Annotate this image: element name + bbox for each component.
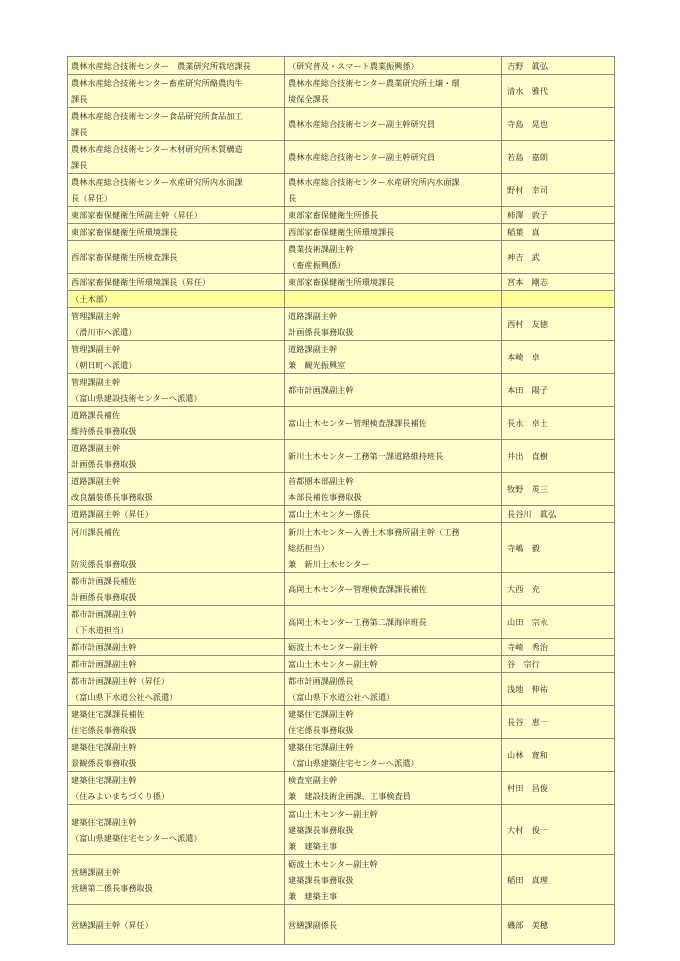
old-post-cell: 農林水産総合技術センター副主幹研究員 [285, 108, 502, 141]
person-name-cell: 村田 昌俊 [502, 772, 615, 805]
person-name-cell: 宮本 剛志 [502, 274, 615, 291]
new-post-cell: 都市計画課副主幹（昇任） （富山県下水道公社へ派遣） [68, 673, 285, 706]
old-post-cell: 農業技術課副主幹 （畜産振興係） [285, 241, 502, 274]
table-row [68, 224, 615, 241]
person-name-cell: 若島 嘉朗 [502, 141, 615, 174]
table-row [68, 739, 615, 772]
new-post-cell: 建築住宅課副主幹 （住みよいまちづくり係） [68, 772, 285, 805]
table-row [68, 374, 615, 407]
person-name-cell: 稲田 真理 [502, 855, 615, 905]
new-post-cell: 建築住宅課副主幹 景観係長事務取扱 [68, 739, 285, 772]
old-post-cell: 新川土木センター入善土木事務所副主幹（工務 総括担当） 兼 新川土木センター [285, 523, 502, 573]
old-post-cell: 首都圏本部副主幹 本部長補佐事務取扱 [285, 473, 502, 506]
new-post-cell: （土木部） [68, 291, 285, 308]
person-name-cell: 長永 卓士 [502, 407, 615, 440]
new-post-cell: 都市計画課副主幹 [68, 656, 285, 673]
person-name-cell [502, 291, 615, 308]
old-post-cell: 都市計画課副主幹 [285, 374, 502, 407]
table-row [68, 57, 615, 75]
old-post-cell: 砺波土木センター副主幹 [285, 639, 502, 656]
new-post-cell: 道路課副主幹（昇任） [68, 506, 285, 523]
old-post-cell: 農林水産総合技術センター副主幹研究員 [285, 141, 502, 174]
person-name-cell: 神吉 武 [502, 241, 615, 274]
person-name-cell: 大村 俊一 [502, 805, 615, 855]
person-name-cell: 寺嶋 毅 [502, 523, 615, 573]
personnel-table-body [68, 57, 615, 945]
old-post-cell: 農林水産総合技術センター水産研究所内水面課 長 [285, 174, 502, 207]
table-row [68, 855, 615, 905]
new-post-cell: 西部家畜保健衛生所環境課長（昇任） [68, 274, 285, 291]
new-post-cell: 管理課副主幹 （富山県建設技術センターへ派遣） [68, 374, 285, 407]
table-row [68, 207, 615, 224]
new-post-cell: 道路課副主幹 改良舗装係長事務取扱 [68, 473, 285, 506]
table-row [68, 573, 615, 606]
table-row [68, 308, 615, 341]
table-row [68, 291, 615, 308]
new-post-cell: 農林水産総合技術センター 農業研究所栽培課長 [68, 57, 285, 75]
new-post-cell: 営繕課副主幹（昇任） [68, 905, 285, 945]
person-name-cell: 西村 友徳 [502, 308, 615, 341]
person-name-cell: 寺崎 秀治 [502, 639, 615, 656]
old-post-cell: 道路課副主幹 計画係長事務取扱 [285, 308, 502, 341]
person-name-cell: 清水 雅代 [502, 75, 615, 108]
old-post-cell: 高岡土木センター工務第二課海岸班長 [285, 606, 502, 639]
table-row [68, 506, 615, 523]
person-name-cell: 本崎 卓 [502, 341, 615, 374]
old-post-cell: 富山土木センター副主幹 [285, 656, 502, 673]
table-row [68, 905, 615, 945]
person-name-cell: 長谷川 眞弘 [502, 506, 615, 523]
old-post-cell: 営繕課副係長 [285, 905, 502, 945]
personnel-table [67, 56, 615, 945]
table-row [68, 639, 615, 656]
person-name-cell: 寺島 晃也 [502, 108, 615, 141]
person-name-cell: 井出 直樹 [502, 440, 615, 473]
table-row [68, 673, 615, 706]
old-post-cell: 西部家畜保健衛生所環境課長 [285, 224, 502, 241]
document-page [67, 60, 614, 930]
person-name-cell: 山林 寛和 [502, 739, 615, 772]
table-row [68, 274, 615, 291]
new-post-cell: 農林水産総合技術センター畜産研究所酪農肉牛 課長 [68, 75, 285, 108]
new-post-cell: 農林水産総合技術センター食品研究所食品加工 課長 [68, 108, 285, 141]
new-post-cell: 農林水産総合技術センター水産研究所内水面課 長（昇任） [68, 174, 285, 207]
person-name-cell: 柿澤 敦子 [502, 207, 615, 224]
table-row [68, 606, 615, 639]
new-post-cell: 都市計画課長補佐 計画係長事務取扱 [68, 573, 285, 606]
table-row [68, 473, 615, 506]
table-row [68, 341, 615, 374]
table-row [68, 440, 615, 473]
table-row [68, 108, 615, 141]
new-post-cell: 建築住宅課課長補佐 住宅係長事務取扱 [68, 706, 285, 739]
new-post-cell: 管理課副主幹 （朝日町へ派遣） [68, 341, 285, 374]
table-row [68, 241, 615, 274]
new-post-cell: 西部家畜保健衛生所検査課長 [68, 241, 285, 274]
new-post-cell: 道路課長補佐 維持係長事務取扱 [68, 407, 285, 440]
table-row [68, 805, 615, 855]
old-post-cell: 建築住宅課副主幹 住宅係長事務取扱 [285, 706, 502, 739]
person-name-cell: 牧野 英三 [502, 473, 615, 506]
person-name-cell: 山田 宗永 [502, 606, 615, 639]
new-post-cell: 道路課副主幹 計画係長事務取扱 [68, 440, 285, 473]
new-post-cell: 農林水産総合技術センター木材研究所木質構造 課長 [68, 141, 285, 174]
person-name-cell: 野村 幸司 [502, 174, 615, 207]
table-row [68, 407, 615, 440]
old-post-cell: 建築住宅課副主幹 （富山県建築住宅センターへ派遣） [285, 739, 502, 772]
old-post-cell [285, 291, 502, 308]
person-name-cell: 大西 充 [502, 573, 615, 606]
table-row [68, 656, 615, 673]
new-post-cell: 都市計画課副主幹 （下水道担当） [68, 606, 285, 639]
old-post-cell: 検査室副主幹 兼 建設技術企画課、工事検査員 [285, 772, 502, 805]
person-name-cell: 稲葉 真 [502, 224, 615, 241]
table-row [68, 75, 615, 108]
new-post-cell: 都市計画課副主幹 [68, 639, 285, 656]
new-post-cell: 営繕課副主幹 営繕第二係長事務取扱 [68, 855, 285, 905]
old-post-cell: （研究普及・スマート農業振興係） [285, 57, 502, 75]
old-post-cell: 砺波土木センター副主幹 建築課長事務取扱 兼 建築主事 [285, 855, 502, 905]
table-row [68, 174, 615, 207]
old-post-cell: 道路課副主幹 兼 観光振興室 [285, 341, 502, 374]
new-post-cell: 東部家畜保健衛生所副主幹（昇任） [68, 207, 285, 224]
new-post-cell: 河川課長補佐 防災係長事務取扱 [68, 523, 285, 573]
person-name-cell: 浅地 伸祐 [502, 673, 615, 706]
table-row [68, 772, 615, 805]
person-name-cell: 磯部 美穂 [502, 905, 615, 945]
table-row [68, 523, 615, 573]
old-post-cell: 富山土木センター副主幹 建築課長事務取扱 兼 建築主事 [285, 805, 502, 855]
table-row [68, 706, 615, 739]
old-post-cell: 高岡土木センター管理検査課課長補佐 [285, 573, 502, 606]
old-post-cell: 農林水産総合技術センター農業研究所土壌・環 境保全課長 [285, 75, 502, 108]
old-post-cell: 都市計画課副係長 （富山県下水道公社へ派遣） [285, 673, 502, 706]
old-post-cell: 東部家畜保健衛生所環境課長 [285, 274, 502, 291]
old-post-cell: 富山土木センター係長 [285, 506, 502, 523]
new-post-cell: 東部家畜保健衛生所環境課長 [68, 224, 285, 241]
old-post-cell: 東部家畜保健衛生所係長 [285, 207, 502, 224]
person-name-cell: 本田 陽子 [502, 374, 615, 407]
person-name-cell: 吉野 眞弘 [502, 57, 615, 75]
old-post-cell: 富山土木センター管理検査課課長補佐 [285, 407, 502, 440]
old-post-cell: 新川土木センター工務第一課道路維持班長 [285, 440, 502, 473]
new-post-cell: 管理課副主幹 （滑川市へ派遣） [68, 308, 285, 341]
person-name-cell: 長谷 恵一 [502, 706, 615, 739]
person-name-cell: 谷 宗行 [502, 656, 615, 673]
table-row [68, 141, 615, 174]
new-post-cell: 建築住宅課副主幹 （富山県建築住宅センターへ派遣） [68, 805, 285, 855]
